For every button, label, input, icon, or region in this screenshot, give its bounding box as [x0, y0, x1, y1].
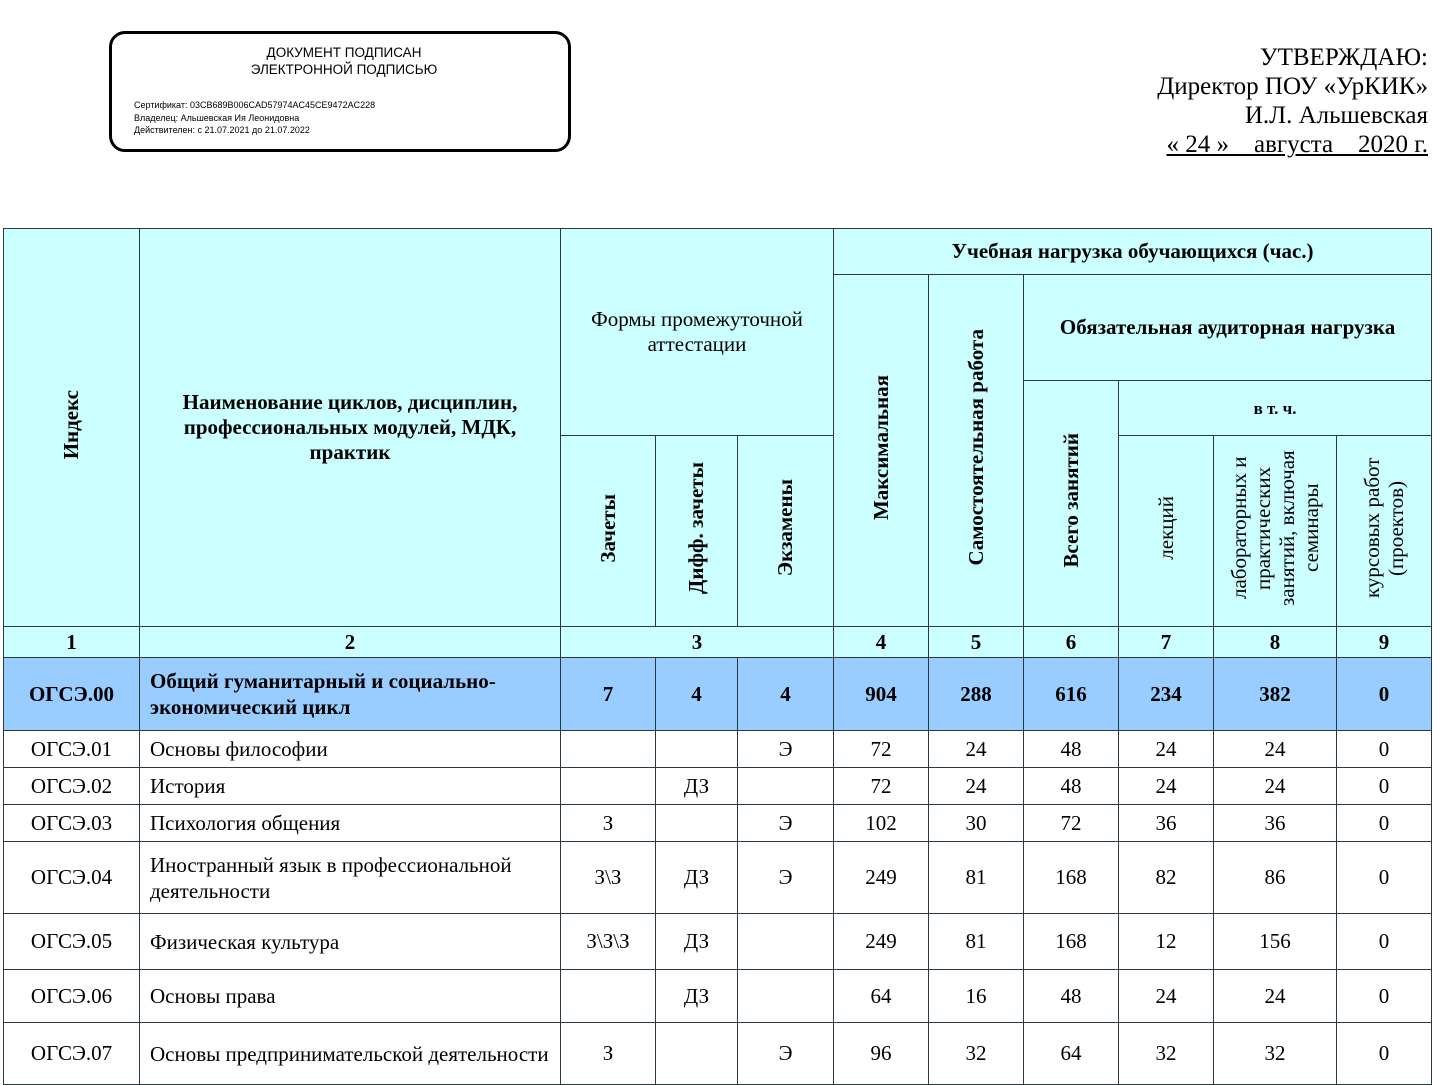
header-mandatory: Обязательная аудиторная нагрузка: [1024, 275, 1432, 381]
row-name: Основы права: [140, 970, 561, 1023]
row-self-work: 16: [929, 970, 1024, 1023]
stamp-title-line2: ЭЛЕКТРОННОЙ ПОДПИСЬЮ: [250, 62, 438, 77]
row-self-work: 32: [929, 1023, 1024, 1085]
row-total: 64: [1024, 1023, 1119, 1085]
header-total: Всего занятий: [1024, 381, 1119, 627]
row-credits: [561, 731, 656, 768]
table-row: [4, 914, 1432, 970]
cycle-diff-credits: 4: [656, 658, 738, 731]
approval-signatory: И.Л. Альшевская: [1244, 102, 1428, 129]
row-exams: [738, 914, 834, 970]
row-max: 249: [834, 914, 929, 970]
row-exams: Э: [738, 731, 834, 768]
header-exams: Экзамены: [738, 436, 834, 627]
col-num-2: 2: [140, 627, 561, 658]
row-exams: Э: [738, 842, 834, 914]
header-diff-credits: Дифф. зачеты: [656, 436, 738, 627]
row-credits: З: [561, 1023, 656, 1085]
header-row-1: [4, 229, 1432, 275]
col-num-3: 3: [561, 627, 834, 658]
row-total: 168: [1024, 914, 1119, 970]
row-credits: З\З\З: [561, 914, 656, 970]
cycle-name: Общий гуманитарный и социально-экономический цикл: [140, 658, 561, 731]
row-max: 72: [834, 731, 929, 768]
row-diff-credits: ДЗ: [656, 768, 738, 805]
col-num-5: 5: [929, 627, 1024, 658]
col-num-1: 1: [4, 627, 140, 658]
header-workload: Учебная нагрузка обучающихся (час.): [834, 229, 1432, 275]
stamp-owner: Владелец: Альшевская Ия Леонидовна: [134, 112, 300, 123]
row-coursework: 0: [1337, 731, 1432, 768]
col-num-9: 9: [1337, 627, 1432, 658]
row-name: Физическая культура: [140, 914, 561, 970]
header-max: Максимальная: [834, 275, 929, 627]
row-coursework: 0: [1337, 914, 1432, 970]
cycle-labs: 382: [1214, 658, 1337, 731]
row-lectures: 82: [1119, 842, 1214, 914]
row-max: 102: [834, 805, 929, 842]
row-diff-credits: ДЗ: [656, 970, 738, 1023]
row-total: 48: [1024, 970, 1119, 1023]
approval-block: [1157, 43, 1428, 159]
header-lectures: лекций: [1119, 436, 1214, 627]
col-num-6: 6: [1024, 627, 1119, 658]
row-exams: [738, 970, 834, 1023]
approval-heading: УТВЕРЖДАЮ:: [1259, 44, 1428, 71]
row-total: 48: [1024, 731, 1119, 768]
row-diff-credits: ДЗ: [656, 842, 738, 914]
row-self-work: 81: [929, 914, 1024, 970]
row-labs: 24: [1214, 768, 1337, 805]
row-max: 72: [834, 768, 929, 805]
row-index: ОГСЭ.01: [4, 731, 140, 768]
row-name: История: [140, 768, 561, 805]
row-max: 64: [834, 970, 929, 1023]
cycle-index: ОГСЭ.00: [4, 658, 140, 731]
row-total: 168: [1024, 842, 1119, 914]
row-diff-credits: [656, 805, 738, 842]
row-labs: 156: [1214, 914, 1337, 970]
row-coursework: 0: [1337, 768, 1432, 805]
row-index: ОГСЭ.02: [4, 768, 140, 805]
header-including: в т. ч.: [1119, 381, 1432, 436]
table-row: [4, 731, 1432, 768]
row-exams: [738, 768, 834, 805]
row-name: Основы предпринимательской деятельности: [140, 1023, 561, 1085]
header-name: Наименование циклов, дисциплин, профессиональных модулей, МДК, практик: [140, 229, 561, 627]
row-index: ОГСЭ.07: [4, 1023, 140, 1085]
table-row: [4, 970, 1432, 1023]
row-lectures: 24: [1119, 970, 1214, 1023]
row-coursework: 0: [1337, 842, 1432, 914]
row-index: ОГСЭ.06: [4, 970, 140, 1023]
row-self-work: 24: [929, 731, 1024, 768]
row-total: 48: [1024, 768, 1119, 805]
header-labs: лабораторных и практических занятий, включая семинары: [1214, 436, 1337, 627]
row-labs: 36: [1214, 805, 1337, 842]
header-index: Индекс: [4, 229, 140, 627]
header-coursework: курсовых работ (проектов): [1337, 436, 1432, 627]
cycle-total: 616: [1024, 658, 1119, 731]
cycle-lectures: 234: [1119, 658, 1214, 731]
cycle-self-work: 288: [929, 658, 1024, 731]
row-lectures: 24: [1119, 768, 1214, 805]
curriculum-table: [3, 228, 1432, 1085]
cycle-max: 904: [834, 658, 929, 731]
row-labs: 32: [1214, 1023, 1337, 1085]
stamp-title-line1: ДОКУМЕНТ ПОДПИСАН: [266, 45, 422, 60]
row-name: Иностранный язык в профессиональной деятельности: [140, 842, 561, 914]
stamp-certificate: Сертификат: 03CB689B006CAD57974AC45CE9472AC228: [134, 100, 376, 110]
col-num-8: 8: [1214, 627, 1337, 658]
col-num-7: 7: [1119, 627, 1214, 658]
stamp-validity: Действителен: с 21.07.2021 до 21.07.2022: [134, 125, 310, 135]
row-lectures: 32: [1119, 1023, 1214, 1085]
cycle-coursework: 0: [1337, 658, 1432, 731]
row-labs: 24: [1214, 731, 1337, 768]
cycle-row: [4, 658, 1432, 731]
row-coursework: 0: [1337, 970, 1432, 1023]
row-exams: Э: [738, 1023, 834, 1085]
table-row: [4, 805, 1432, 842]
row-self-work: 30: [929, 805, 1024, 842]
col-num-4: 4: [834, 627, 929, 658]
column-number-row: [4, 627, 1432, 658]
row-lectures: 36: [1119, 805, 1214, 842]
row-max: 249: [834, 842, 929, 914]
row-diff-credits: [656, 1023, 738, 1085]
row-coursework: 0: [1337, 1023, 1432, 1085]
header-attestation: Формы промежуточной аттестации: [561, 229, 834, 436]
row-labs: 24: [1214, 970, 1337, 1023]
row-lectures: 12: [1119, 914, 1214, 970]
row-diff-credits: ДЗ: [656, 914, 738, 970]
row-max: 96: [834, 1023, 929, 1085]
header-credits: Зачеты: [561, 436, 656, 627]
row-coursework: 0: [1337, 805, 1432, 842]
row-lectures: 24: [1119, 731, 1214, 768]
row-exams: Э: [738, 805, 834, 842]
approval-position: Директор ПОУ «УрКИК»: [1157, 73, 1428, 100]
stamp-title: [112, 44, 552, 78]
row-self-work: 81: [929, 842, 1024, 914]
row-self-work: 24: [929, 768, 1024, 805]
row-name: Психология общения: [140, 805, 561, 842]
row-credits: [561, 768, 656, 805]
table-row: [4, 1023, 1432, 1085]
row-index: ОГСЭ.05: [4, 914, 140, 970]
row-index: ОГСЭ.04: [4, 842, 140, 914]
table-row: [4, 768, 1432, 805]
electronic-signature-stamp: [109, 31, 571, 152]
cycle-credits: 7: [561, 658, 656, 731]
row-index: ОГСЭ.03: [4, 805, 140, 842]
row-diff-credits: [656, 731, 738, 768]
row-credits: З: [561, 805, 656, 842]
row-credits: [561, 970, 656, 1023]
stamp-details: [134, 99, 375, 137]
row-name: Основы философии: [140, 731, 561, 768]
header-self-work: Самостоятельная работа: [929, 275, 1024, 627]
cycle-exams: 4: [738, 658, 834, 731]
row-credits: З\З: [561, 842, 656, 914]
table-row: [4, 842, 1432, 914]
approval-date: « 24 » августа 2020 г.: [1166, 131, 1428, 158]
row-total: 72: [1024, 805, 1119, 842]
row-labs: 86: [1214, 842, 1337, 914]
